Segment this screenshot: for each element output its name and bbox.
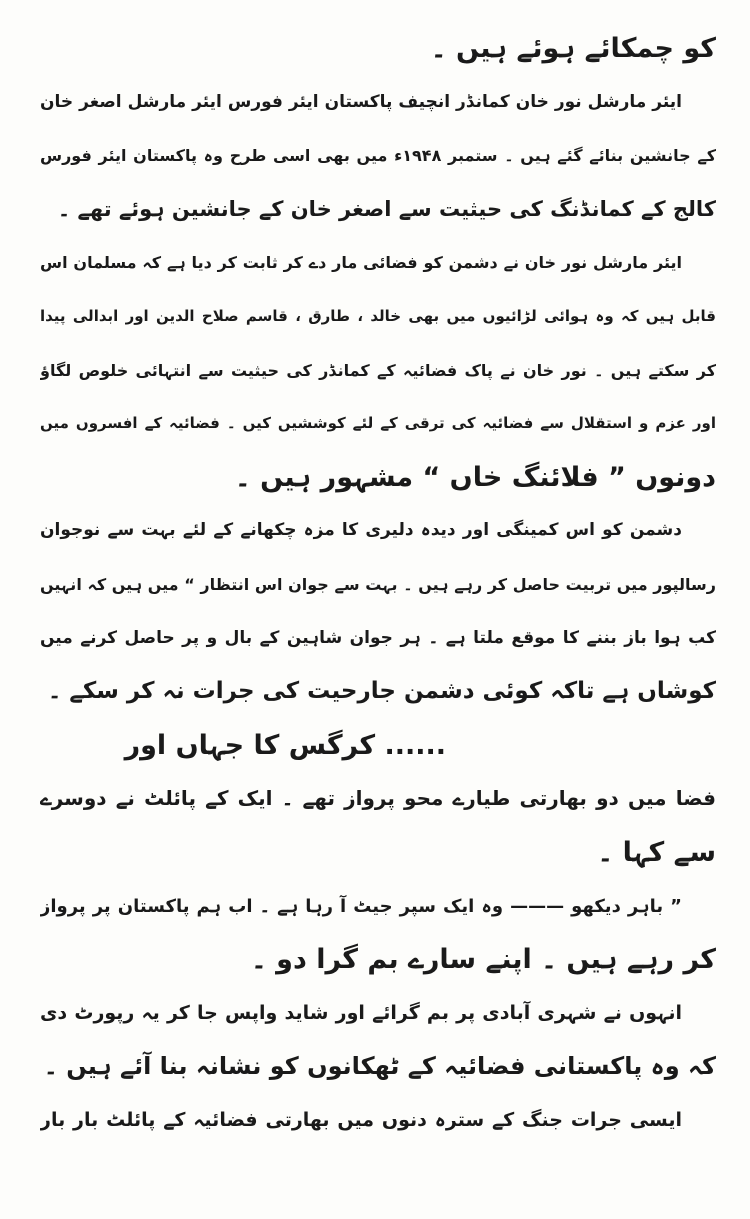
text-line: کے جانشین بنائے گئے ہیں ۔ ستمبر ۱۹۴۸ء میں بھی اسی طرح وہ پاکستان ایئر فورس xyxy=(40,146,716,166)
text-line: فضا میں دو بھارتی طیارے محو پرواز تھے ۔ ایک کے پائلٹ نے دوسرے xyxy=(40,786,716,811)
text-line: رسالپور میں تربیت حاصل کر رہے ہیں ۔ بہت سے جوان اس انتظار “ میں ہیں کہ انہیں xyxy=(40,574,716,594)
paragraph-start-line: انہوں نے شہری آبادی پر بم گرائے اور شاید واپس جا کر یہ رپورٹ دی xyxy=(40,1001,682,1024)
text-line: قابل ہیں کہ وہ ہوائی لڑائیوں میں بھی خالد ، طارق ، قاسم صلاح الدین اور ابدالی پیدا xyxy=(40,306,716,325)
paragraph-start-line: ایئر مارشل نور خان نے دشمن کو فضائی مار دے کر ثابت کر دیا ہے کہ مسلمان اس xyxy=(40,253,682,273)
paragraph-start-line: ایئر مارشل نور خان کمانڈر انچیف پاکستان ایئر فورس ایئر مارشل اصغر خان xyxy=(40,91,682,112)
text-line: کوشاں ہے تاکہ کوئی دشمن جارحیت کی جرات نہ کر سکے ۔ xyxy=(47,678,716,705)
text-line: کب ہوا باز بننے کا موقع ملتا ہے ۔ ہر جوان شاہین کے بال و پر حاصل کرنے میں xyxy=(40,627,716,648)
text-line: اور عزم و استقلال سے فضائیہ کی ترقی کے لئے کوششیں کیں ۔ فضائیہ کے افسروں میں xyxy=(40,414,716,433)
quote-line: ” باہر دیکھو ——— وہ ایک سپر جیٹ آ رہا ہے ۔ اب ہم پاکستان پر پرواز xyxy=(40,895,682,917)
text-line: کو چمکائے ہوئے ہیں ۔ xyxy=(430,33,716,64)
paragraph-start-line: دشمن کو اس کمینگی اور دیدہ دلیری کا مزہ چکھانے کے لئے بہت سے نوجوان xyxy=(40,520,682,541)
urdu-text-body xyxy=(40,22,716,1147)
text-line: کالج کے کمانڈنگ کی حیثیت سے اصغر خان کے جانشین ہوئے تھے ۔ xyxy=(57,196,716,221)
paragraph-start-line: ایسی جرات جنگ کے سترہ دنوں میں بھارتی فضائیہ کے پائلٹ بار بار xyxy=(40,1108,682,1131)
text-line: کر رہے ہیں ۔ اپنے سارے بم گرا دو ۔ xyxy=(250,944,716,976)
text-line: کہ وہ پاکستانی فضائیہ کے ٹھکانوں کو نشانہ بنا آئے ہیں ۔ xyxy=(43,1052,716,1081)
text-line: سے کہا ۔ xyxy=(597,836,716,868)
verse-line: ...... کرگس کا جہاں اور xyxy=(124,729,446,761)
text-line: کر سکتے ہیں ۔ نور خان نے پاک فضائیہ کے کمانڈر کی حیثیت سے انتہائی خلوص لگاؤ xyxy=(40,360,716,380)
text-line: دونوں ” فلائنگ خاں “ مشہور ہیں ۔ xyxy=(234,461,716,493)
